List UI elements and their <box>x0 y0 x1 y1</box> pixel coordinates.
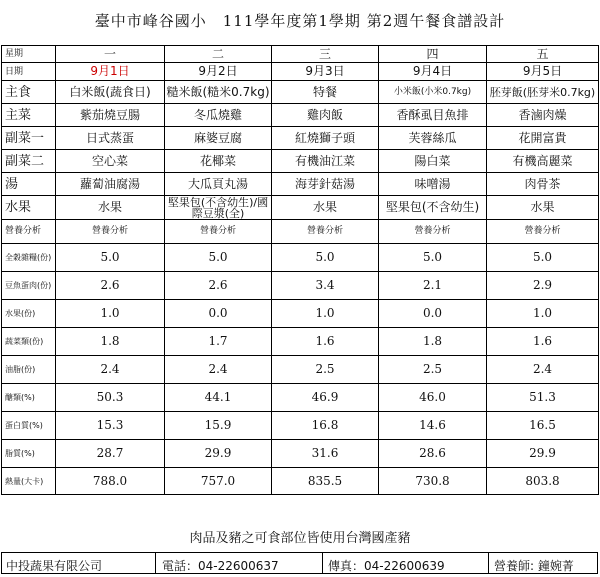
analysis-cell: 營養分析 <box>165 220 272 244</box>
nutrition-row <box>2 468 599 495</box>
meal-cell: 紅燒獅子頭 <box>272 127 379 150</box>
nutrition-value: 1.8 <box>56 328 165 356</box>
meal-cell: 白米飯(蔬食日) <box>56 81 165 104</box>
nutrition-label: 水果(份) <box>2 300 56 328</box>
nutrition-label: 豆魚蛋肉(份) <box>2 272 56 300</box>
nutrition-value: 2.4 <box>56 356 165 384</box>
meal-row-side2 <box>2 150 599 173</box>
meal-cell: 紫茄燒豆腸 <box>56 104 165 127</box>
date-cell: 9月2日 <box>165 63 272 81</box>
meal-cell: 香酥虱目魚排 <box>379 104 487 127</box>
nutrition-label: 脂質(%) <box>2 440 56 468</box>
nutrition-label: 油脂(份) <box>2 356 56 384</box>
meal-cell: 胚芽飯(胚芽米0.7kg) <box>487 81 599 104</box>
nutrition-value: 0.0 <box>165 300 272 328</box>
meal-row-main <box>2 104 599 127</box>
analysis-label: 營養分析 <box>2 220 56 244</box>
meal-cell: 芙蓉絲瓜 <box>379 127 487 150</box>
analysis-cell: 營養分析 <box>379 220 487 244</box>
weekday-row <box>2 46 599 63</box>
nutrition-value: 1.0 <box>56 300 165 328</box>
meal-cell: 糙米飯(糙米0.7kg) <box>165 81 272 104</box>
meal-cell: 陽白菜 <box>379 150 487 173</box>
nutritionist-name: 營養師: 鐘婉菁 <box>494 559 574 573</box>
nutrition-row <box>2 384 599 412</box>
nutrition-value: 730.8 <box>379 468 487 495</box>
weekday-cell: 五 <box>487 46 599 63</box>
nutrition-value: 2.4 <box>487 356 599 384</box>
nutrition-row <box>2 412 599 440</box>
menu-table <box>1 45 599 495</box>
nutrition-value: 16.5 <box>487 412 599 440</box>
nutrition-value: 1.6 <box>272 328 379 356</box>
nutrition-value: 51.3 <box>487 384 599 412</box>
meal-cell: 味噌湯 <box>379 173 487 196</box>
nutrition-value: 3.4 <box>272 272 379 300</box>
meal-row-side1 <box>2 127 599 150</box>
footer-divider <box>488 553 489 573</box>
analysis-cell: 營養分析 <box>272 220 379 244</box>
date-cell: 9月3日 <box>272 63 379 81</box>
nutrition-value: 29.9 <box>487 440 599 468</box>
nutrition-value: 803.8 <box>487 468 599 495</box>
nutrition-value: 2.9 <box>487 272 599 300</box>
meal-cell: 空心菜 <box>56 150 165 173</box>
nutrition-value: 15.9 <box>165 412 272 440</box>
nutrition-value: 28.6 <box>379 440 487 468</box>
meal-row-fruit <box>2 196 599 220</box>
weekday-cell: 三 <box>272 46 379 63</box>
weekday-cell: 一 <box>56 46 165 63</box>
meal-cell: 香滷肉燥 <box>487 104 599 127</box>
nutrition-value: 1.0 <box>272 300 379 328</box>
meal-cell: 水果 <box>56 196 165 220</box>
nutrition-value: 2.6 <box>56 272 165 300</box>
weekday-cell: 二 <box>165 46 272 63</box>
meal-cell: 特餐 <box>272 81 379 104</box>
nutrition-label: 蛋白質(%) <box>2 412 56 440</box>
nutrition-value: 1.8 <box>379 328 487 356</box>
nutrition-value: 31.6 <box>272 440 379 468</box>
meal-cell: 大瓜頁丸湯 <box>165 173 272 196</box>
page-title: 臺中市峰谷國小 111學年度第1學期 第2週午餐食譜設計 <box>94 12 506 30</box>
analysis-cell: 營養分析 <box>56 220 165 244</box>
meal-cell: 花開富貴 <box>487 127 599 150</box>
nutrition-value: 1.6 <box>487 328 599 356</box>
company-name: 中投蔬果有限公司 <box>6 559 103 573</box>
nutrition-value: 757.0 <box>165 468 272 495</box>
nutrition-label: 全穀雜糧(份) <box>2 244 56 272</box>
meal-cell: 有機高麗菜 <box>487 150 599 173</box>
footer-divider <box>155 553 156 573</box>
nutrition-label: 熱量(大卡) <box>2 468 56 495</box>
fax-number: 傳真：04-22600639 <box>328 559 445 573</box>
nutrition-value: 788.0 <box>56 468 165 495</box>
nutrition-row <box>2 356 599 384</box>
meal-cell: 蘿蔔油腐湯 <box>56 173 165 196</box>
meal-cell: 堅果包(不含幼生) <box>379 196 487 220</box>
nutrition-row <box>2 440 599 468</box>
nutrition-value: 29.9 <box>165 440 272 468</box>
footer-bar <box>1 552 598 574</box>
meal-cell: 小米飯(小米0.7kg) <box>379 81 487 104</box>
meal-row-staple <box>2 81 599 104</box>
meal-row-soup <box>2 173 599 196</box>
nutrition-value: 835.5 <box>272 468 379 495</box>
meal-cell: 麻婆豆腐 <box>165 127 272 150</box>
nutrition-value: 5.0 <box>487 244 599 272</box>
nutrition-value: 44.1 <box>165 384 272 412</box>
analysis-row <box>2 220 599 244</box>
nutrition-value: 15.3 <box>56 412 165 440</box>
nutrition-row <box>2 272 599 300</box>
meal-cell: 堅果包(不含幼生)/國際豆漿(全) <box>165 196 272 220</box>
nutrition-value: 2.4 <box>165 356 272 384</box>
nutrition-value: 5.0 <box>379 244 487 272</box>
nutrition-value: 14.6 <box>379 412 487 440</box>
meal-label: 主食 <box>2 81 56 104</box>
meal-label: 主菜 <box>2 104 56 127</box>
meal-cell: 肉骨茶 <box>487 173 599 196</box>
date-cell: 9月5日 <box>487 63 599 81</box>
nutrition-value: 0.0 <box>379 300 487 328</box>
meal-label: 副菜一 <box>2 127 56 150</box>
nutrition-value: 46.0 <box>379 384 487 412</box>
date-cell: 9月4日 <box>379 63 487 81</box>
meal-cell: 水果 <box>487 196 599 220</box>
meal-cell: 冬瓜燒雞 <box>165 104 272 127</box>
pork-origin-note: 肉品及豬之可食部位皆使用台灣國產豬 <box>189 531 411 546</box>
nutrition-value: 50.3 <box>56 384 165 412</box>
date-cell: 9月1日 <box>56 63 165 81</box>
meal-label: 水果 <box>2 196 56 220</box>
nutrition-value: 2.6 <box>165 272 272 300</box>
nutrition-value: 2.5 <box>272 356 379 384</box>
nutrition-value: 1.0 <box>487 300 599 328</box>
nutrition-label: 蔬菜類(份) <box>2 328 56 356</box>
date-row <box>2 63 599 81</box>
nutrition-label: 醣類(%) <box>2 384 56 412</box>
weekday-cell: 四 <box>379 46 487 63</box>
nutrition-value: 16.8 <box>272 412 379 440</box>
nutrition-row <box>2 244 599 272</box>
meal-cell: 日式蒸蛋 <box>56 127 165 150</box>
meal-cell: 花椰菜 <box>165 150 272 173</box>
meal-cell: 有機油江菜 <box>272 150 379 173</box>
meal-cell: 海芽針菇湯 <box>272 173 379 196</box>
nutrition-row <box>2 328 599 356</box>
nutrition-value: 1.7 <box>165 328 272 356</box>
nutrition-value: 5.0 <box>165 244 272 272</box>
nutrition-value: 5.0 <box>272 244 379 272</box>
analysis-cell: 營養分析 <box>487 220 599 244</box>
footer-divider <box>322 553 323 573</box>
nutrition-value: 2.5 <box>379 356 487 384</box>
nutrition-value: 5.0 <box>56 244 165 272</box>
nutrition-value: 46.9 <box>272 384 379 412</box>
phone-number: 電話：04-22600637 <box>162 559 279 573</box>
nutrition-row <box>2 300 599 328</box>
nutrition-value: 28.7 <box>56 440 165 468</box>
meal-cell: 水果 <box>272 196 379 220</box>
nutrition-value: 2.1 <box>379 272 487 300</box>
meal-label: 副菜二 <box>2 150 56 173</box>
weekday-label: 星期 <box>2 46 56 63</box>
date-label: 日期 <box>2 63 56 81</box>
meal-cell: 雞肉飯 <box>272 104 379 127</box>
meal-label: 湯 <box>2 173 56 196</box>
